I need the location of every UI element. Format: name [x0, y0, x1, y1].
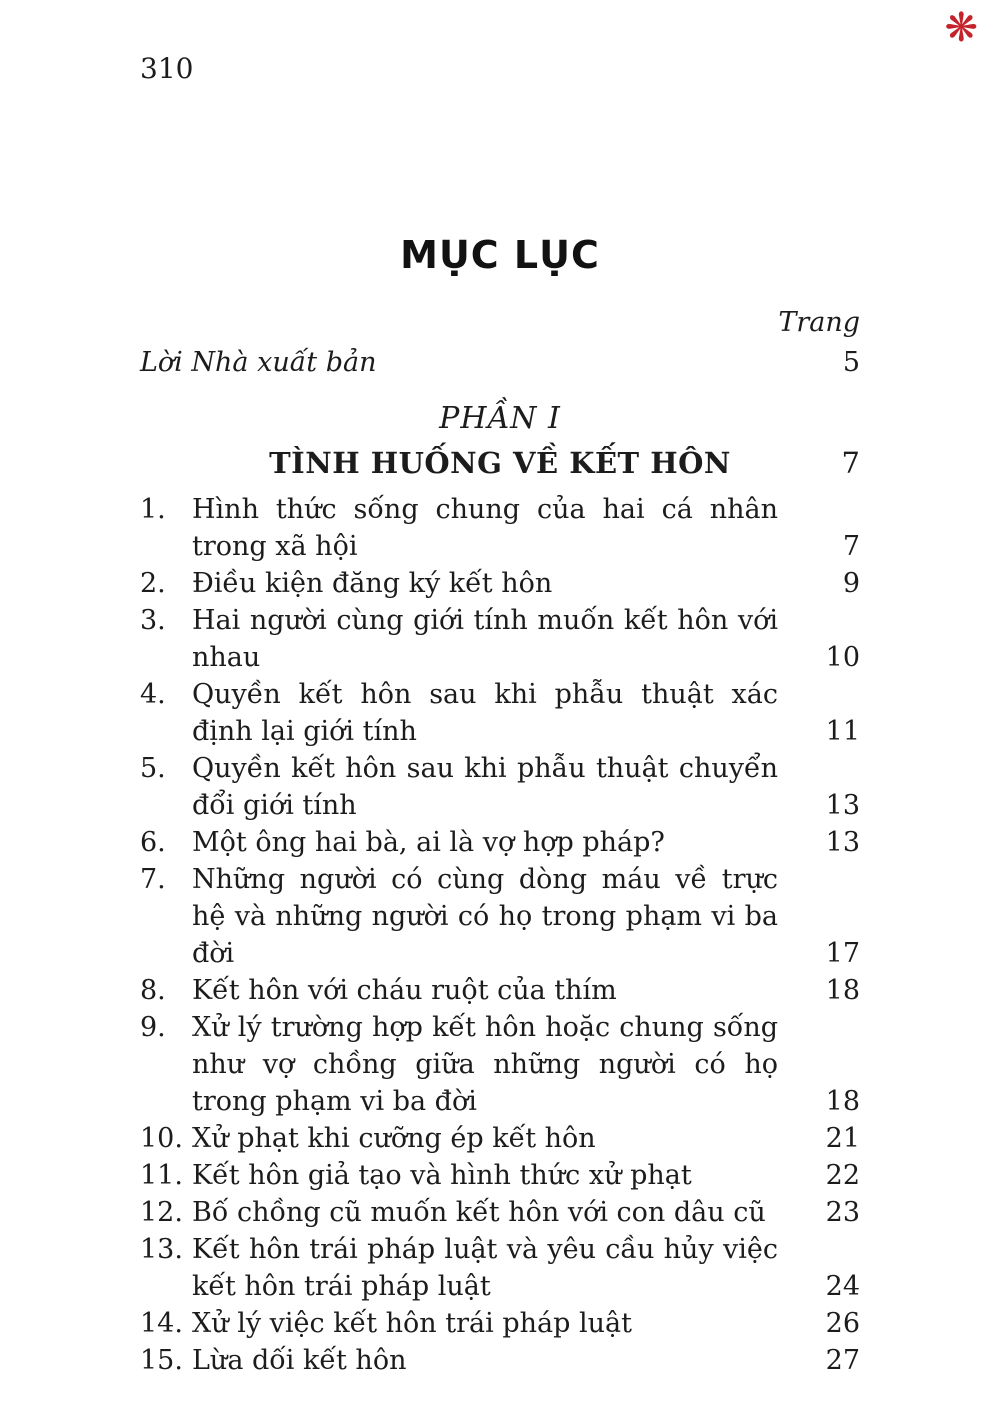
entry-page: 10 [825, 642, 860, 673]
entry-number: 1. [140, 494, 166, 525]
entry-page: 26 [825, 1308, 860, 1339]
front-matter-label: Lời Nhà xuất bản [140, 347, 377, 378]
toc-entry [140, 1194, 860, 1231]
toc-entry [140, 1009, 860, 1120]
part-title: TÌNH HUỐNG VỀ KẾT HÔN [269, 446, 731, 480]
toc-entry [140, 972, 860, 1009]
toc-title: MỤC LỤC [400, 233, 600, 277]
toc-entry [140, 1342, 860, 1379]
entry-page: 24 [825, 1271, 860, 1302]
entry-page: 7 [842, 531, 860, 562]
entry-number: 6. [140, 827, 166, 858]
entry-text: Kết hôn trái pháp luật và yêu cầu hủy việc kết hôn trái pháp luật [192, 1234, 778, 1302]
entry-number: 5. [140, 753, 166, 784]
toc-entry [140, 676, 860, 750]
toc-entry [140, 750, 860, 824]
entry-page: 11 [825, 716, 860, 747]
entry-number: 8. [140, 975, 166, 1006]
entry-number: 4. [140, 679, 166, 710]
entry-page: 21 [825, 1123, 860, 1154]
entry-text: Xử lý việc kết hôn trái pháp luật [192, 1308, 632, 1339]
toc-entry [140, 824, 860, 861]
toc-entry [140, 861, 860, 972]
toc-entries [140, 491, 860, 1379]
entry-page: 13 [825, 790, 860, 821]
toc-entry [140, 602, 860, 676]
toc-entry [140, 565, 860, 602]
toc-entry [140, 1120, 860, 1157]
flower-icon: ❋ [944, 5, 978, 51]
part-kicker: PHẦN I [439, 401, 561, 436]
entry-number: 10. [140, 1123, 183, 1154]
entry-text: Lừa dối kết hôn [192, 1345, 407, 1376]
entry-number: 13. [140, 1234, 183, 1265]
entry-text: Xử lý trường hợp kết hôn hoặc chung sống như vợ chồng giữa những người có họ trong phạm vi ba đời [192, 1012, 778, 1117]
entry-page: 17 [825, 938, 860, 969]
front-matter-page: 5 [842, 347, 860, 378]
front-matter-entry [140, 344, 860, 381]
entry-text: Những người có cùng dòng máu về trực hệ và những người có họ trong phạm vi ba đời [192, 864, 778, 969]
entry-number: 12. [140, 1197, 183, 1228]
entry-number: 7. [140, 864, 166, 895]
entry-number: 9. [140, 1012, 166, 1043]
part-title-page: 7 [841, 446, 860, 480]
toc-entry [140, 1231, 860, 1305]
part-title-row [140, 443, 860, 483]
entry-number: 11. [140, 1160, 183, 1191]
entry-text: Xử phạt khi cưỡng ép kết hôn [192, 1123, 596, 1154]
entry-text: Điều kiện đăng ký kết hôn [192, 568, 553, 599]
toc-entry [140, 491, 860, 565]
entry-number: 15. [140, 1345, 183, 1376]
page-column-label: Trang [778, 307, 860, 338]
entry-text: Kết hôn với cháu ruột của thím [192, 975, 617, 1006]
entry-text: Hai người cùng giới tính muốn kết hôn với nhau [192, 605, 778, 673]
entry-page: 27 [825, 1345, 860, 1376]
entry-page: 23 [825, 1197, 860, 1228]
entry-page: 9 [842, 568, 860, 599]
entry-text: Kết hôn giả tạo và hình thức xử phạt [192, 1160, 692, 1191]
entry-text: Một ông hai bà, ai là vợ hợp pháp? [192, 827, 665, 858]
entry-text: Bố chồng cũ muốn kết hôn với con dâu cũ [192, 1197, 766, 1228]
entry-page: 13 [825, 827, 860, 858]
entry-page: 18 [825, 1086, 860, 1117]
entry-text: Quyền kết hôn sau khi phẫu thuật chuyển đổi giới tính [192, 753, 778, 821]
entry-number: 2. [140, 568, 166, 599]
toc-entry [140, 1157, 860, 1194]
entry-text: Hình thức sống chung của hai cá nhân trong xã hội [192, 494, 778, 562]
entry-number: 3. [140, 605, 166, 636]
entry-number: 14. [140, 1308, 183, 1339]
entry-page: 22 [825, 1160, 860, 1191]
entry-text: Quyền kết hôn sau khi phẫu thuật xác định lại giới tính [192, 679, 778, 747]
page-number: 310 [140, 52, 194, 85]
entry-page: 18 [825, 975, 860, 1006]
toc-entry [140, 1305, 860, 1342]
